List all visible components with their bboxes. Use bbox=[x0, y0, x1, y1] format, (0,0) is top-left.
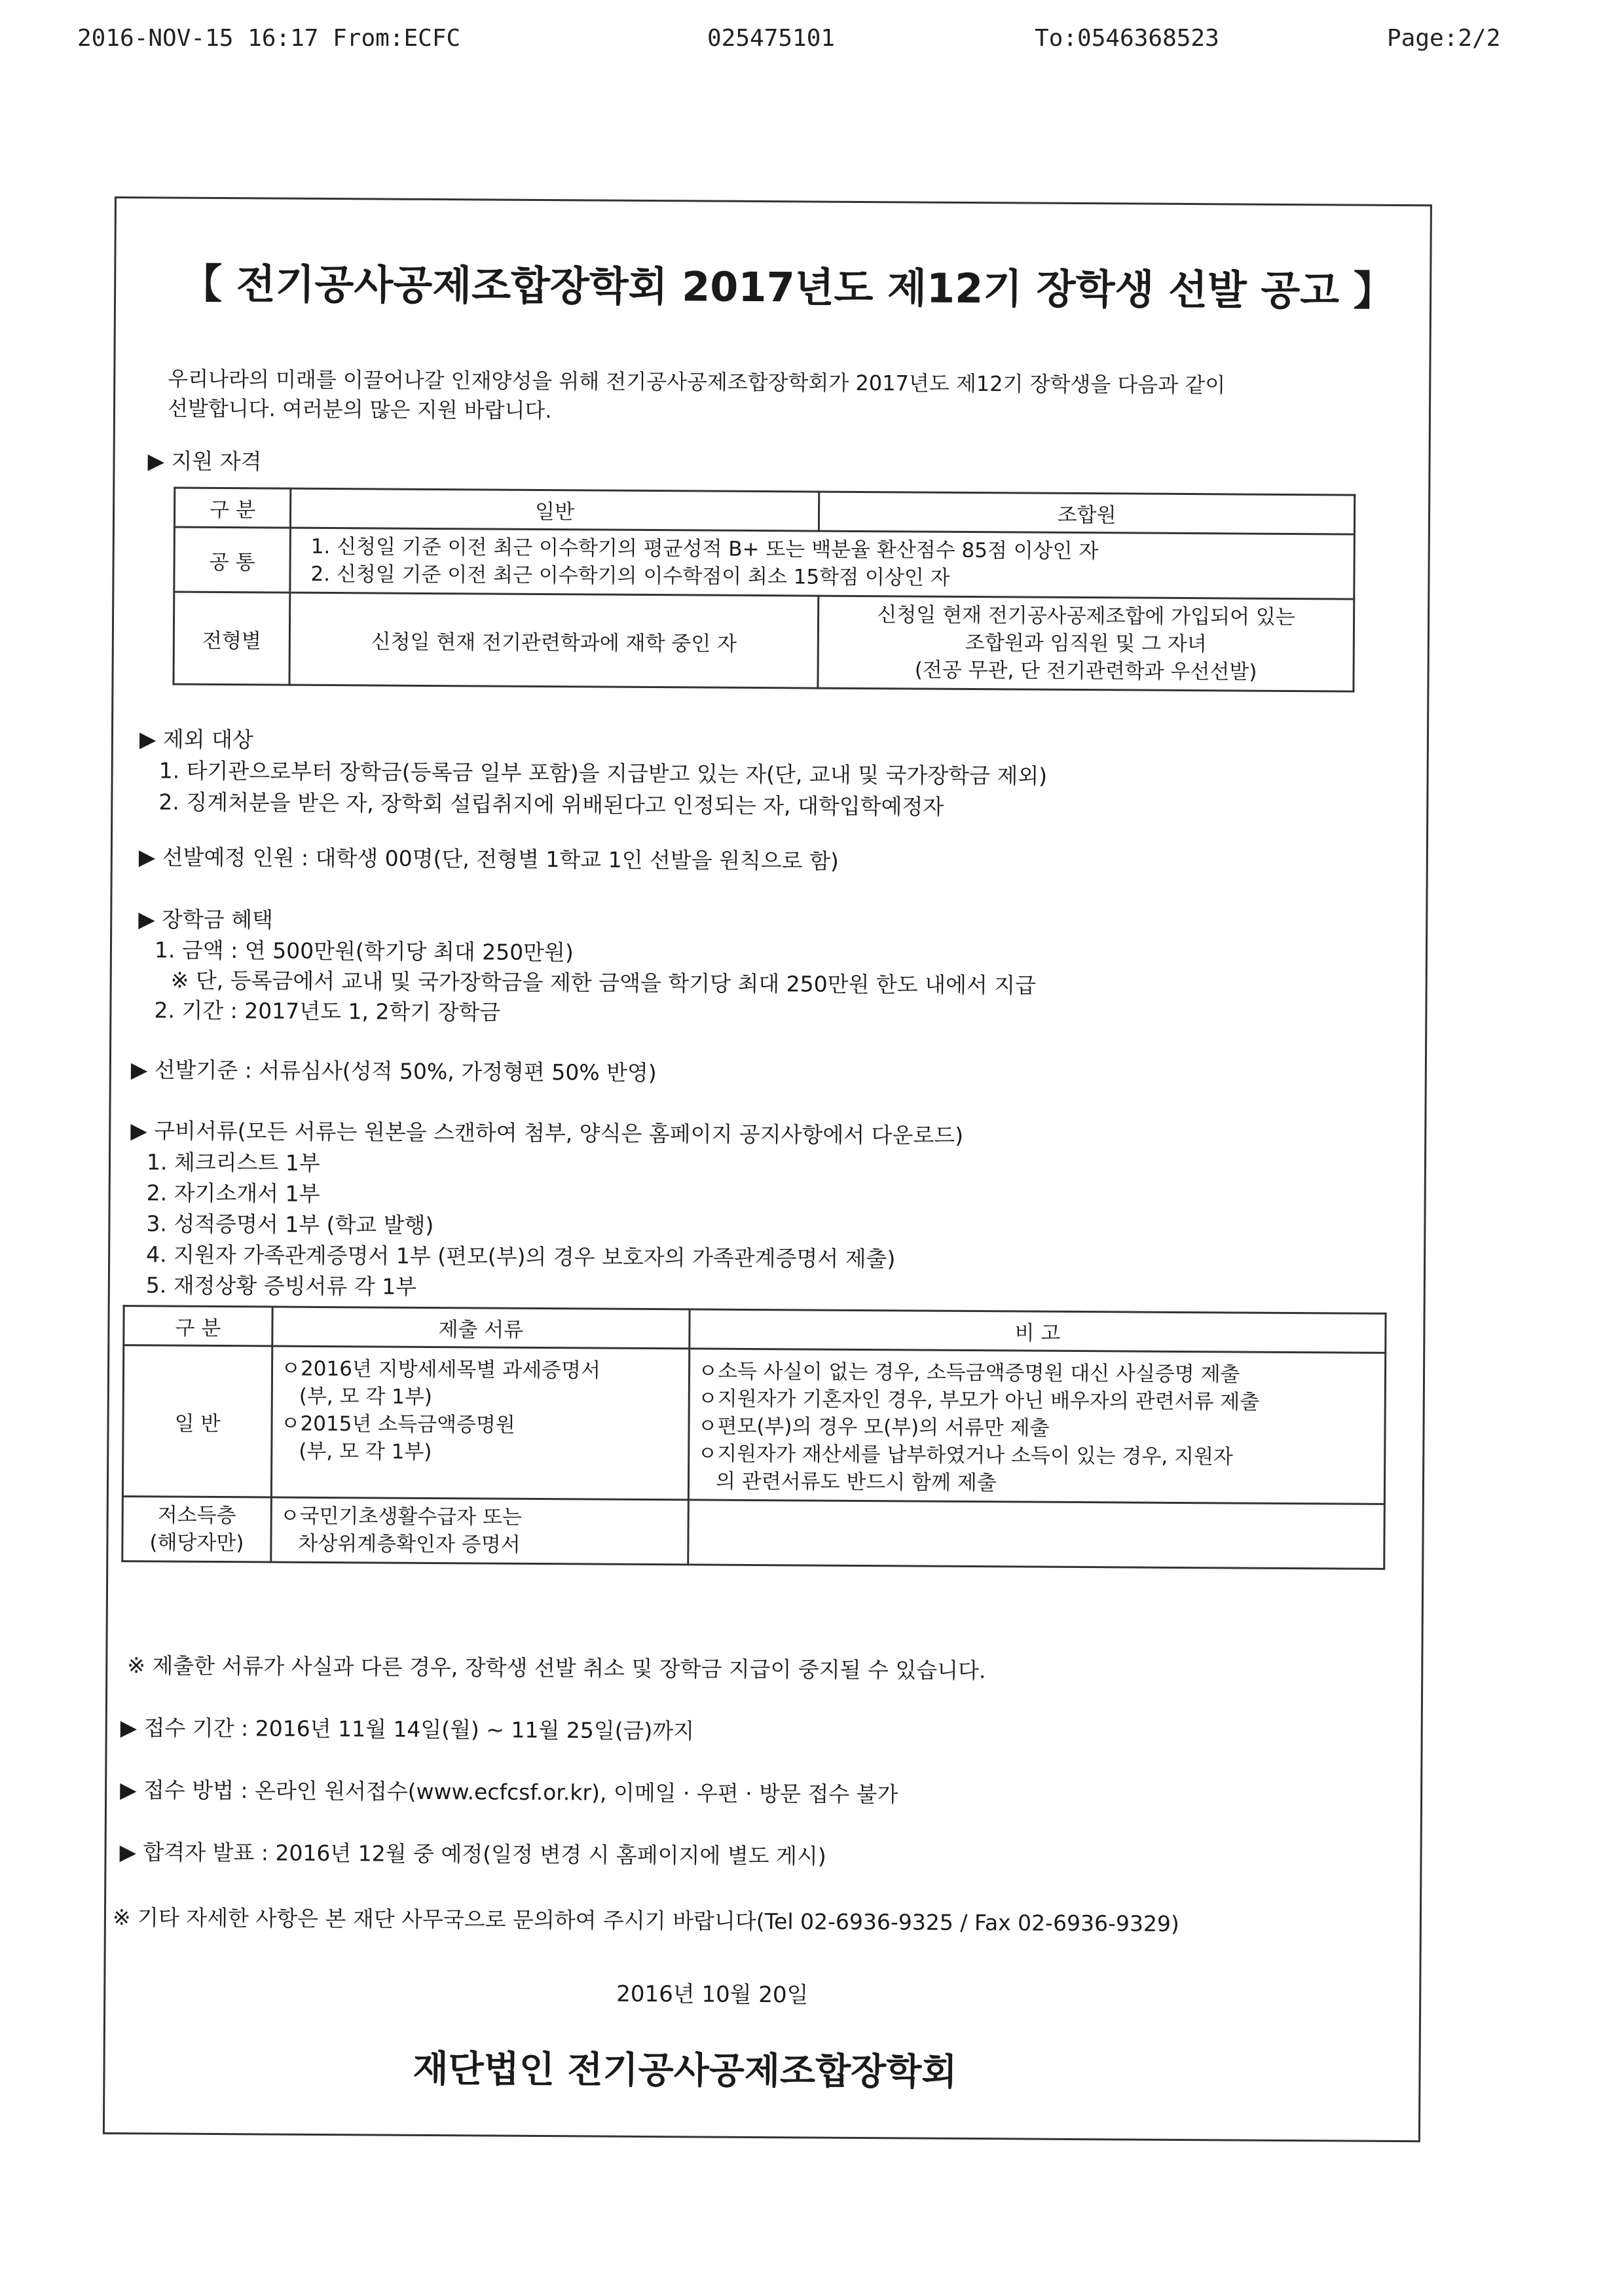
document-item: 4. 지원자 가족관계증명서 1부 (편모(부)의 경우 보호자의 가족관계증명서 제출) bbox=[146, 1241, 896, 1272]
notice-date: 2016년 10월 20일 bbox=[616, 1980, 809, 2009]
intro-line-1: 우리나라의 미래를 이끌어나갈 인재양성을 위해 전기공사공제조합장학회가 2017년도 제12기 장학생을 다음과 같이 bbox=[168, 366, 1226, 398]
fax-from-number: 025475101 bbox=[707, 25, 836, 52]
documents-low-income-label-line: (해당자만) bbox=[149, 1531, 244, 1556]
documents-heading: ▶ 구비서류(모든 서류는 원본을 스캔하여 첨부, 양식은 홈페이지 공지사항에서 다운로드) bbox=[130, 1118, 964, 1148]
benefit-item: 1. 금액 : 연 500만원(학기당 최대 250만원) bbox=[154, 937, 574, 966]
eligibility-track-member bbox=[818, 596, 1354, 691]
benefit-item: 2. 기간 : 2017년도 1, 2학기 장학금 bbox=[154, 997, 501, 1025]
application-method: ▶ 접수 방법 : 온라인 원서접수(www.ecfcsf.or.kr), 이메일 · 우편 · 방문 접수 불가 bbox=[120, 1777, 898, 1808]
documents-low-income-doc-line: 차상위계층확인자 증명서 bbox=[298, 1531, 521, 1557]
eligibility-track-member-line: 조합원과 임직원 및 그 자녀 bbox=[965, 630, 1207, 657]
contact-info: ※ 기타 자세한 사항은 본 재단 사무국으로 문의하여 주시기 바랍니다(Tel 02-6936-9325 / Fax 02-6936-9329) bbox=[112, 1904, 1179, 1937]
documents-header-submission: 제출 서류 bbox=[272, 1307, 690, 1349]
notice-frame bbox=[103, 196, 1432, 2142]
application-period: ▶ 접수 기간 : 2016년 11월 14일(월) ~ 11월 25일(금)까지 bbox=[120, 1715, 695, 1744]
eligibility-track-member-line: (전공 무관, 단 전기관련학과 우선선발) bbox=[914, 658, 1257, 684]
eligibility-heading: ▶ 지원 자격 bbox=[147, 448, 262, 475]
documents-low-income-docs bbox=[271, 1497, 689, 1565]
benefit-heading: ▶ 장학금 혜택 bbox=[138, 906, 274, 933]
documents-general-note-line: ㅇ지원자가 재산세를 납부하였거나 소득이 있는 경우, 지원자 bbox=[697, 1442, 1234, 1469]
document-item: 5. 재정상황 증빙서류 각 1부 bbox=[145, 1272, 417, 1300]
documents-general-doc-line: (부, 모 각 1부) bbox=[299, 1439, 432, 1464]
document-item: 3. 성적증명서 1부 (학교 발행) bbox=[146, 1211, 434, 1239]
organization-name: 재단법인 전기공사공제조합장학회 bbox=[413, 2047, 957, 2094]
document-item: 1. 체크리스트 1부 bbox=[146, 1149, 320, 1176]
documents-header-category: 구 분 bbox=[124, 1306, 272, 1346]
documents-low-income-label-line: 저소득층 bbox=[157, 1503, 236, 1528]
documents-note: ※ 제출한 서류가 사실과 다른 경우, 장학생 선발 취소 및 장학금 지급이 중지될 수 있습니다. bbox=[127, 1652, 986, 1684]
fax-page-number: Page:2/2 bbox=[1387, 25, 1501, 52]
documents-general-docs bbox=[271, 1346, 689, 1500]
fax-to-number: To:0546368523 bbox=[1035, 25, 1219, 52]
documents-general-note-line: ㅇ편모(부)의 경우 모(부)의 서류만 제출 bbox=[697, 1414, 1050, 1440]
documents-general-note-line: ㅇ지원자가 기혼자인 경우, 부모가 아닌 배우자의 관련서류 제출 bbox=[697, 1387, 1260, 1414]
eligibility-common-item: 1. 신청일 기준 이전 최근 이수학기의 평균성적 B+ 또는 백분율 환산점수 85점 이상인 자 bbox=[310, 534, 1099, 564]
documents-general-note-line: 의 관련서류도 반드시 함께 제출 bbox=[715, 1469, 997, 1495]
documents-general-note-line: ㅇ소득 사실이 없는 경우, 소득금액증명원 대신 사실증명 제출 bbox=[697, 1359, 1240, 1387]
documents-general-label: 일 반 bbox=[122, 1345, 272, 1497]
documents-general-doc-line: ㅇ2016년 지방세세목별 과세증명서 bbox=[280, 1357, 601, 1383]
documents-low-income-doc-line: ㅇ국민기초생활수급자 또는 bbox=[280, 1504, 523, 1529]
fax-datetime: 2016-NOV-15 16:17 From:ECFC bbox=[77, 25, 461, 52]
eligibility-header-general: 일반 bbox=[290, 488, 819, 531]
documents-low-income-notes bbox=[688, 1500, 1385, 1569]
quota-line: ▶ 선발예정 인원 : 대학생 00명(단, 전형별 1학교 1인 선발을 원칙으로 함) bbox=[138, 844, 840, 874]
exclusion-heading: ▶ 제외 대상 bbox=[139, 726, 253, 753]
documents-general-doc-line: (부, 모 각 1부) bbox=[299, 1384, 433, 1409]
criteria-line: ▶ 선발기준 : 서류심사(성적 50%, 가정형편 50% 반영) bbox=[130, 1057, 657, 1086]
benefit-note: ※ 단, 등록금에서 교내 및 국가장학금을 제한 금액을 학기당 최대 250만원 한도 내에서 지급 bbox=[170, 967, 1037, 998]
eligibility-track-member-line: 신청일 현재 전기공사공제조합에 가입되어 있는 bbox=[877, 603, 1295, 630]
documents-low-income-label bbox=[122, 1497, 272, 1562]
documents-general-doc-line: ㅇ2015년 소득금액증명원 bbox=[280, 1412, 515, 1437]
documents-general-notes bbox=[688, 1349, 1385, 1504]
eligibility-common-label: 공 통 bbox=[174, 527, 291, 592]
eligibility-track-general: 신청일 현재 전기관련학과에 재학 중인 자 bbox=[289, 592, 819, 688]
exclusion-item: 2. 징계처분을 받은 자, 장학회 설립취지에 위배된다고 인정되는 자, 대학입학예정자 bbox=[158, 789, 944, 820]
eligibility-common-item: 2. 신청일 기준 이전 최근 이수학기의 이수학점이 최소 15학점 이상인 자 bbox=[310, 562, 950, 590]
document-item: 2. 자기소개서 1부 bbox=[146, 1180, 320, 1207]
documents-header-remarks: 비 고 bbox=[690, 1309, 1386, 1353]
eligibility-header-category: 구 분 bbox=[174, 488, 290, 528]
exclusion-item: 1. 타기관으로부터 장학금(등록금 일부 포함)을 지급받고 있는 자(단, 교내 및 국가장학금 제외) bbox=[158, 757, 1048, 789]
eligibility-header-member: 조합원 bbox=[819, 492, 1354, 534]
documents-table bbox=[121, 1305, 1386, 1570]
eligibility-track-label: 전형별 bbox=[174, 592, 290, 685]
eligibility-common-cell bbox=[290, 528, 1355, 599]
notice-title: 【 전기공사공제조합장학회 2017년도 제12기 장학생 선발 공고 】 bbox=[181, 259, 1394, 315]
intro-line-2: 선발합니다. 여러분의 많은 지원 바랍니다. bbox=[167, 395, 552, 424]
eligibility-table bbox=[172, 487, 1356, 693]
result-announcement: ▶ 합격자 발표 : 2016년 12월 중 예정(일정 변경 시 홈페이지에 별도 게시) bbox=[119, 1839, 826, 1869]
